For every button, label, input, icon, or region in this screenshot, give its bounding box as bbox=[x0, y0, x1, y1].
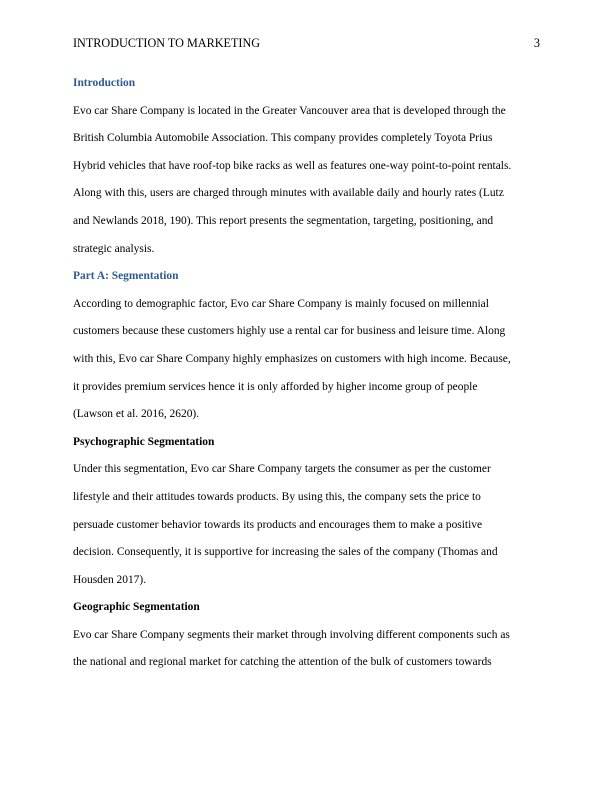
text-line: Hybrid vehicles that have roof-top bike racks as well as features one-way point-to-point rentals. bbox=[73, 159, 512, 172]
text-line: it provides premium services hence it is only afforded by higher income group of people bbox=[73, 380, 478, 393]
paragraph-geographic bbox=[73, 622, 543, 677]
heading-psychographic: Psychographic Segmentation bbox=[73, 435, 215, 448]
text-line: British Columbia Automobile Association. This company provides completely Toyota Prius bbox=[73, 132, 493, 145]
text-line: Evo car Share Company is located in the Greater Vancouver area that is developed through the bbox=[73, 104, 506, 117]
text-line: the national and regional market for catching the attention of the bulk of customers towards bbox=[73, 656, 492, 669]
running-head-title: INTRODUCTION TO MARKETING bbox=[73, 36, 261, 50]
page-number: 3 bbox=[533, 36, 540, 50]
text-line: decision. Consequently, it is supportive for increasing the sales of the company (Thomas and bbox=[73, 546, 498, 559]
heading-segmentation: Part A: Segmentation bbox=[73, 270, 179, 283]
text-line: strategic analysis. bbox=[73, 242, 155, 255]
text-line: According to demographic factor, Evo car Share Company is mainly focused on millennial bbox=[73, 297, 489, 310]
paragraph-introduction bbox=[73, 98, 543, 264]
heading-geographic: Geographic Segmentation bbox=[73, 601, 200, 614]
text-line: Housden 2017). bbox=[73, 573, 147, 586]
paragraph-segmentation bbox=[73, 291, 543, 429]
text-line: lifestyle and their attitudes towards products. By using this, the company sets the price to bbox=[73, 490, 481, 503]
text-line: customers because these customers highly use a rental car for business and leisure time. Along bbox=[73, 325, 506, 338]
running-head bbox=[73, 36, 540, 50]
paragraph-psychographic bbox=[73, 456, 543, 594]
heading-introduction: Introduction bbox=[73, 77, 136, 89]
text-line: with this, Evo car Share Company highly emphasizes on customers with high income. Because, bbox=[73, 352, 511, 365]
text-line: and Newlands 2018, 190). This report presents the segmentation, targeting, positioning, and bbox=[73, 214, 494, 227]
text-line: (Lawson et al. 2016, 2620). bbox=[73, 408, 200, 421]
text-line: Along with this, users are charged through minutes with available daily and hourly rates (Lutz bbox=[73, 187, 504, 200]
text-line: persuade customer behavior towards its products and encourages them to make a positive bbox=[73, 518, 483, 531]
text-line: Evo car Share Company segments their market through involving different components such as bbox=[73, 628, 510, 641]
text-line: Under this segmentation, Evo car Share Company targets the consumer as per the customer bbox=[73, 463, 491, 476]
body-text bbox=[73, 70, 543, 677]
